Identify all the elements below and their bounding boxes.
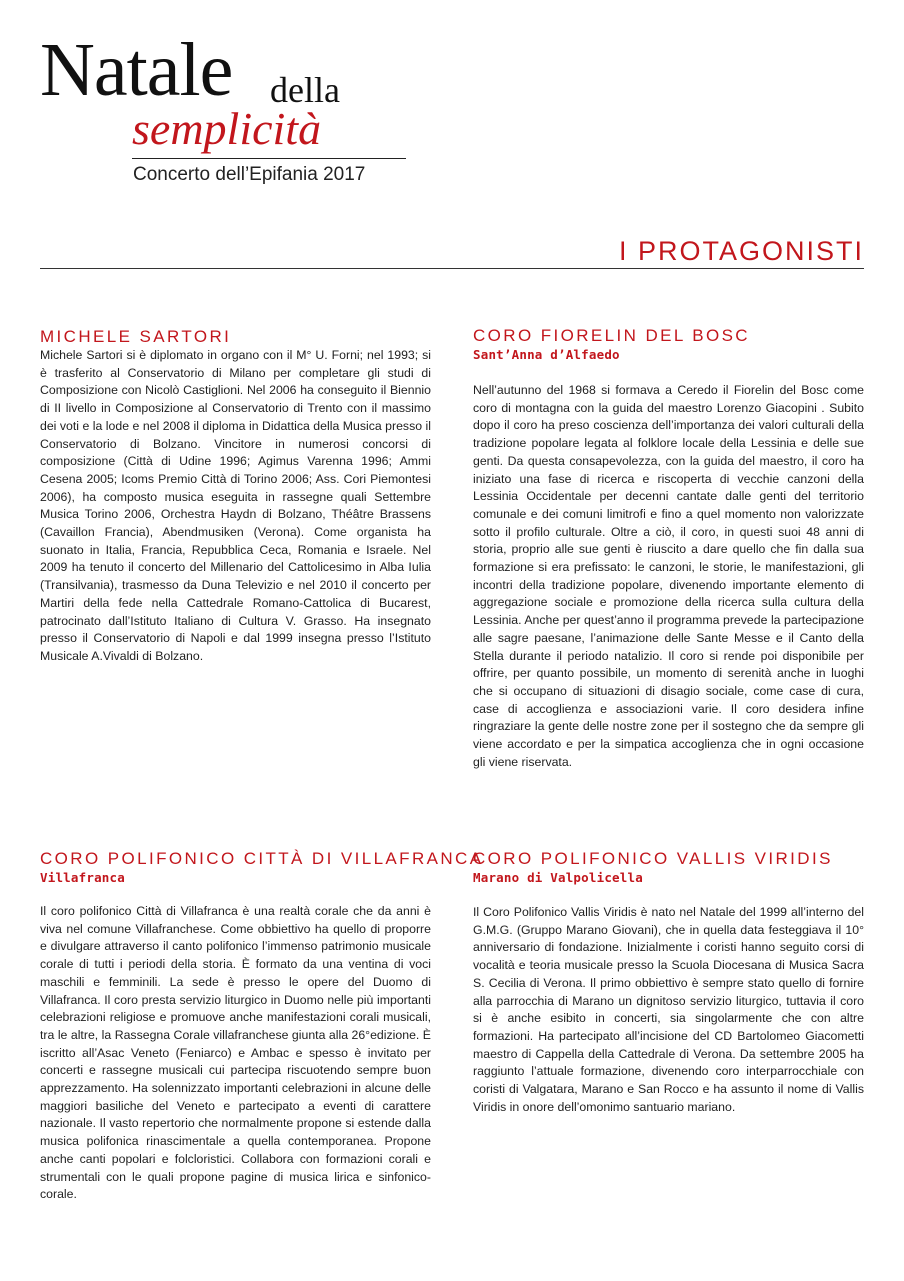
bio-location: Marano di Valpolicella xyxy=(473,870,643,885)
masthead-title-della: della xyxy=(270,70,340,110)
bio-heading: CORO POLIFONICO VALLIS VIRIDIS xyxy=(473,849,833,868)
bio-heading: CORO FIORELIN DEL BOSC xyxy=(473,326,750,345)
masthead-title-natale: Natale xyxy=(40,28,233,112)
masthead xyxy=(40,30,410,190)
masthead-title-semplicita: semplicità xyxy=(132,103,322,154)
bio-text: Nell’autunno del 1968 si formava a Ceredo il Fiorelin del Bosc come coro di montagna con la guida del maestro Lorenzo Giacopini . Subito dopo il coro ha preso coscienza dell’importanza dei valori culturali della tradizione popolare legata al folklore locale della Lessinia e delle sue genti. Da questa consapevolezza, con la guida del maestro, il coro ha iniziato una fase di ricerca e riscoperta di vecchie canzoni della Lessinia Occidentale per decenni cantate dalle genti del territorio comunale e dei comuni limitrofi e fino a quel momento non valorizzate sotto il profilo culturale. Oltre a ciò, il coro, in questi suoi 48 anni di storia, proprio alle sue genti è riuscito a dare quello che fin dalla sua formazione si era prefissato: le canzoni, le storie, le manifestazioni, gli incontri della tradizione popolare, divenendo importante elemento di aggregazione sociale e promozione della ricerca sulla cultura della Lessinia. Anche per quest’anno il programma prevede la partecipazione alle sagre paesane, l’animazione delle Sante Messe e il Canto della Stella durante il periodo natalizio. Il coro si rende poi disponibile per offrire, per quanto possibile, un momento di serenità anche in luoghi che si occupano di situazioni di disagio sociale, come case di cura, case di accoglienza e associazioni varie. Il coro desidera infine ringraziare la gente delle nostre zone per il sostegno che da sempre gli viene accordato e per la simpatica accoglienza che in ogni occasione gli viene riservata. xyxy=(473,383,864,769)
bio-location: Villafranca xyxy=(40,870,125,885)
bio-text: Il Coro Polifonico Vallis Viridis è nato nel Natale del 1999 all’interno del G.M.G. (Gruppo Marano Giovani), che in quella data festeggiava il 10° anniversario di fondazione. Inizialmente i coristi hanno seguito corsi di vocalità e teoria musicale presso la Scuola Diocesana di Musica Sacra S. Cecilia di Verona. Il primo obbiettivo è sempre stato quello di fornire alla parrocchia di Marano un dignitoso servizio liturgico, tuttavia il coro si è anche esibito in concerti, sia singolarmente che con altre formazioni. Ha partecipato all’incisione del CD Bartolomeo Giacometti maestro di Cappella della Cattedrale di Verona. Da settembre 2005 ha raggiunto l’attuale formazione, divenendo coro interparrocchiale con coristi di Valgatara, Marano e San Rocco e ha assunto il nome di Vallis Viridis in onore dell’omonimo santuario mariano. xyxy=(473,905,864,1114)
bio-location: Sant’Anna d’Alfaedo xyxy=(473,347,620,362)
bio-text: Il coro polifonico Città di Villafranca è una realtà corale che da anni è viva nel comune Villafranchese. Come obbiettivo ha quello di proporre e divulgare attraverso il canto polifonico l’immenso patrimonio musicale corale di tutti i periodi della storia. È formato da una ventina di voci maschili e femminili. La sede è presso le opere del Duomo di Villafranca. Il coro presta servizio liturgico in Duomo nelle più importanti celebrazioni religiose e promuove anche manifestazioni corali musicali, tra le altre, la Rassegna Corale villafranchese giunta alla 26°edizione. È iscritto all’Asac Veneto (Feniarco) e Ambac e spesso è invitato per concerti e rassegne musicali cui partecipa riscuotendo sempre buon apprezzamento. Ha solennizzato importanti celebrazioni in alcune delle maggiori basiliche del Veneto e partecipato a eventi di carattere nazionale. Il vasto repertorio che normalmente propone si estende dalla musica polifonica rinascimentale a quella contemporanea. Propone anche canti popolari e folcloristici. Collabora con formazioni corali e strumentali con le quali propone pagine di musica lirica e sinfonico-corale. xyxy=(40,904,431,1202)
bio-text: Michele Sartori si è diplomato in organo con il M° U. Forni; nel 1993; si è trasferito al Conservatorio di Milano per completare gli studi di Composizione con Nicolò Castiglioni. Nel 2006 ha conseguito il Biennio di II livello in Composizione al Conservatorio di Trento con il massimo dei voti e la lode e nel 2008 il diploma in Didattica della Musica presso il Conservatorio di Bolzano. Vincitore in numerosi concorsi di composizione (Città di Udine 1996; Agimus Varenna 1996; Ammi Cesena 2005; Icoms Premio Città di Torino 2006; Ass. Cori Piemontesi 2006), ha composto musica eseguita in rassegne quali Settembre Musica Torino 2006, Orchestra Haydn di Bolzano, Théâtre Brassens (Cavaillon Francia), Abendmusiken (Verona). Come organista ha suonato in Italia, Francia, Repubblica Ceca, Romania e Israele. Nel 2009 ha tenuto il concerto del Millenario del Cattolicesimo in Alba Iulia (Transilvania), trasmesso da Duna Televizio e nel 2010 il concerto per Martiri della fede nella Cattedrale Romano-Cattolica di Bucarest, patrocinato dall’Istituto Italiano di Cultura V. Grasso. Ha insegnato presso il Conservatorio di Napoli e dal 1999 insegna presso l’Istituto Musicale A.Vivaldi di Bolzano. xyxy=(40,348,431,663)
section-divider xyxy=(40,268,864,269)
bio-coro-fiorelin-del-bosc xyxy=(473,326,864,771)
section-title: I PROTAGONISTI xyxy=(618,236,864,266)
bio-heading: MICHELE SARTORI xyxy=(40,327,232,346)
masthead-subtitle: Concerto dell’Epifania 2017 xyxy=(133,164,366,185)
bio-coro-vallis-viridis xyxy=(473,849,864,1116)
bio-michele-sartori xyxy=(40,327,431,666)
bio-heading: CORO POLIFONICO CITTÀ DI VILLAFRANCA xyxy=(40,849,484,868)
masthead-divider xyxy=(132,158,406,159)
bio-coro-citta-di-villafranca xyxy=(40,849,484,1204)
